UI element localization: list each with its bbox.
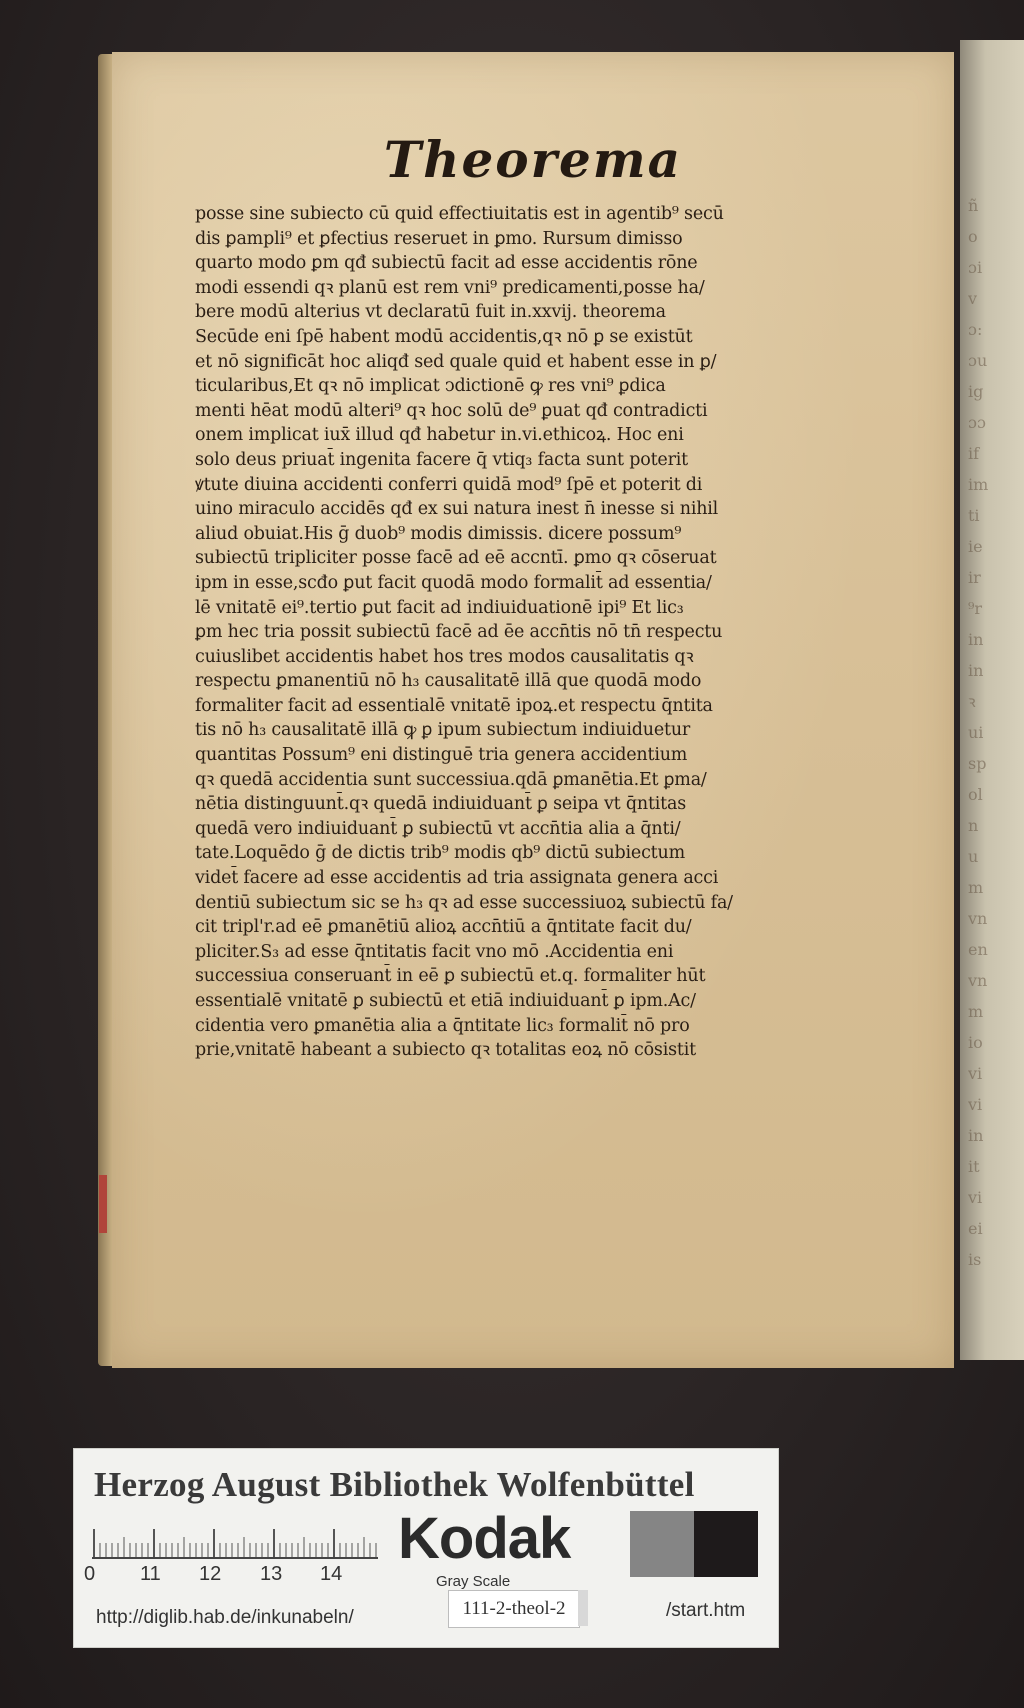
color-scale-target — [74, 1449, 778, 1647]
text-line: respectu ꝑmanentiū nō h₃ causalitatē illā que quodā modo — [195, 671, 702, 692]
text-line: dis ꝑampli⁹ et ꝑfectius reseruet in ꝑmo. Rursum dimisso — [195, 228, 683, 249]
text-line: dentiū subiectum sic se h₃ qꝛ ad esse successiuoꝝ subiectū fa/ — [195, 892, 733, 913]
text-line: cidentia vero ꝑmanētia alia a q̄ntitate lic₃ formalit̄ nō pro — [195, 1015, 690, 1036]
text-line: modi essendi qꝛ planū est rem vni⁹ predicamenti,posse ha/ — [195, 277, 705, 298]
text-line: quedā vero indiuiduant̄ ꝑ subiectū vt accn̄tia alia a q̄nti/ — [195, 818, 681, 839]
text-line: posse sine subiecto cū quid effectiuitatis est in agentib⁹ secū — [195, 204, 724, 224]
text-line: successiua conseruant̄ in eē ꝑ subiectū et.q. formaliter hūt — [195, 966, 706, 987]
gray-scale-label: Gray Scale — [436, 1573, 511, 1590]
text-line: pliciter.S₃ ad esse q̄ntitatis facit vno mō .Accidentia eni — [195, 941, 674, 962]
text-line: formaliter facit ad essentialē vnitatē ipoꝝ.et respectu q̄ntita — [195, 695, 713, 716]
text-line: et nō significāt hoc aliqđ sed quale quid et habent esse in ꝑ/ — [195, 351, 717, 372]
text-line: Secūde eni ſpē habent modū accidentis,qꝛ nō ꝑ se existūt — [195, 326, 693, 347]
text-line: onem implicat iux̄ illud qđ habetur in.vi.ethicoꝝ. Hoc eni — [195, 425, 684, 446]
book-page — [112, 52, 954, 1368]
text-line: essentialē vnitatē ꝑ subiectū et etiā indiuiduant̄ ꝑ ipm.Ac/ — [195, 991, 696, 1011]
text-line: quarto modo ꝑm qđ subiectū facit ad esse accidentis rōne — [195, 253, 698, 274]
kodak-logo: Kodak — [398, 1506, 571, 1571]
text-line: quantitas Possum⁹ eni distinguē tria genera accidentium — [195, 745, 688, 766]
ruler-numbers — [84, 1563, 384, 1587]
ruler-number: 11 — [140, 1563, 161, 1585]
text-line: uino miraculo accidēs qđ ex sui natura inest n̄ inesse si nihil — [195, 499, 719, 520]
text-line: menti hēat modū alteri⁹ qꝛ hoc solū de⁹ ꝑuat qđ contradicti — [195, 400, 708, 421]
text-line: videt̄ facere ad esse accidentis ad tria assignata genera acci — [195, 868, 719, 889]
page-text-block — [195, 202, 841, 1063]
text-line: tis nō h₃ causalitatē illā ꝙ ꝑ ipum subiectum indiuiduetur — [195, 720, 691, 741]
gray-patch — [630, 1511, 694, 1577]
start-page-path: /start.htm — [666, 1600, 746, 1621]
text-line: cuiuslibet accidentis habet hos tres modos causalitatis qꝛ — [195, 646, 694, 667]
facing-page-text: ñ o ɔi v ɔ: ɔu ig ɔɔ if im ti ie ir ⁹r in in ꝛ ui sp ol n u m vn en vn m io vi vi in it vi ei is — [968, 196, 989, 1269]
text-line: ticularibus,Et qꝛ nō implicat ↄdictionē ꝙ res vni⁹ ꝑdica — [195, 376, 666, 397]
text-line: lē vnitatē ei⁹.tertio ꝑut facit ad indiuiduationē ipi⁹ Et lic₃ — [195, 597, 684, 618]
shelfmark-label: 111-2-theol-2 — [448, 1590, 580, 1628]
dark-patch — [694, 1511, 758, 1577]
text-line: nētia distinguunt̄.qꝛ quedā indiuiduant̄ ꝑ seipa vt q̄ntitas — [195, 794, 687, 815]
text-line: prie,vnitatē habeant a subiecto qꝛ totalitas eoꝝ nō cōsistit — [195, 1040, 696, 1061]
measurement-ruler — [92, 1525, 378, 1559]
text-line: bere modū alterius vt declaratū fuit in.xxvij. theorema — [195, 302, 666, 323]
text-line: ipm in esse,scđo ꝑut facit quodā modo formalit̄ ad essentia/ — [195, 572, 712, 593]
text-line: ꝑm hec tria possit subiectū facē ad ēe accn̄tis nō tn̄ respectu — [195, 622, 723, 643]
institution-name: Herzog August Bibliothek Wolfenbüttel — [94, 1465, 695, 1504]
text-line: aliud obuiat.His ḡ duob⁹ modis dimissis. dicere possum⁹ — [195, 523, 682, 544]
source-url: http://diglib.hab.de/inkunabeln/ — [96, 1607, 354, 1628]
ruler-number: 14 — [320, 1563, 343, 1585]
text-line: ꝟtute diuina accidenti conferri quidā mod⁹ ſpē et poterit di — [195, 474, 703, 495]
ruler-number: 12 — [199, 1563, 222, 1585]
ruler-number: 13 — [260, 1563, 283, 1585]
text-line: solo deus priuat̄ ingenita facere q̄ vtiq₃ facta sunt poterit — [195, 449, 688, 470]
red-bookmark-strip — [99, 1175, 107, 1233]
gutter-mark — [955, 1120, 958, 1142]
running-title: Theorema — [383, 130, 683, 189]
shelfmark-label-tab — [578, 1590, 588, 1626]
ruler-ticks — [92, 1525, 378, 1557]
facing-page-edge — [960, 40, 1024, 1360]
text-line: cit tripl'r.ad eē ꝑmanētiū alioꝝ accn̄tiū a q̄ntitate facit du/ — [195, 917, 692, 938]
ruler-number: 0 — [84, 1563, 96, 1585]
text-line: subiectū tripliciter posse facē ad eē accntī. ꝑmo qꝛ cōseruat — [195, 548, 717, 569]
text-line: tate.Loquēdo ḡ de dictis trib⁹ modis qb⁹ dictū subiectum — [195, 843, 685, 864]
text-line: qꝛ quedā accidentia sunt successiua.qdā ꝑmanētia.Et ꝑma/ — [195, 769, 707, 790]
